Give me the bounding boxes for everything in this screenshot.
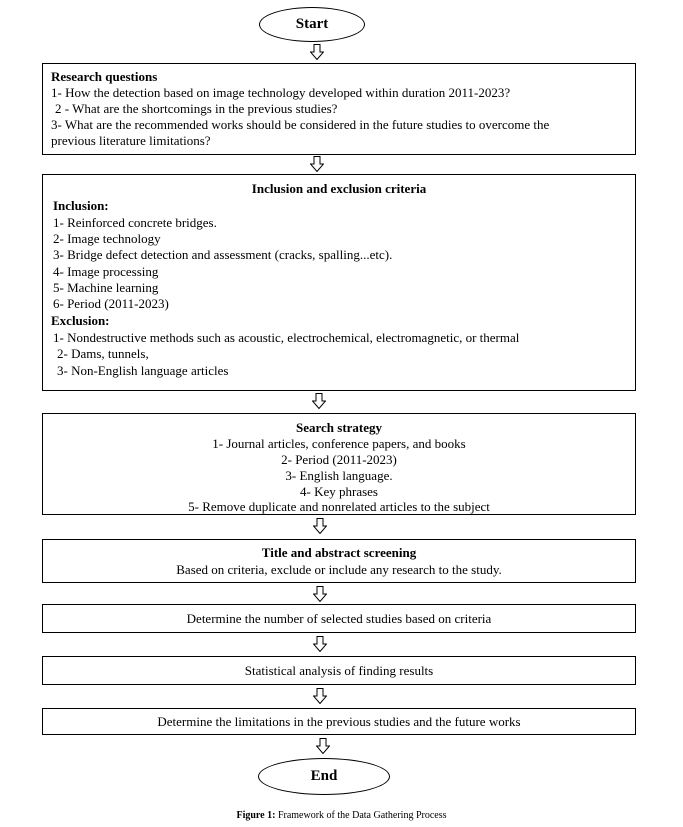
inclusion-item: 5- Machine learning [53, 280, 159, 295]
inclusion-exclusion-box [42, 174, 636, 391]
search-strategy-item: 4- Key phrases [300, 484, 378, 499]
search-strategy-item: 2- Period (2011-2023) [281, 452, 397, 467]
flow-arrow [310, 156, 324, 172]
research-question-3: 3- What are the recommended works should be considered in the future studies to overcome the [51, 117, 550, 132]
inclusion-item: 4- Image processing [53, 264, 159, 279]
determine-number-box [42, 604, 636, 633]
end-terminal [258, 758, 390, 795]
research-question-3-continued: previous literature limitations? [51, 133, 211, 148]
research-question-2: 2 - What are the shortcomings in the previous studies? [55, 101, 338, 116]
exclusion-item: 3- Non-English language articles [57, 363, 229, 378]
limitations-box [42, 708, 636, 735]
flow-arrow [313, 518, 327, 534]
inclusion-item: 6- Period (2011-2023) [53, 296, 169, 311]
flow-arrow [316, 738, 330, 754]
statistical-analysis-box [42, 656, 636, 685]
exclusion-item: 2- Dams, tunnels, [57, 346, 149, 361]
flow-arrow [313, 586, 327, 602]
flow-arrow [310, 44, 324, 60]
figure-caption [0, 810, 683, 822]
inclusion-item: 3- Bridge defect detection and assessment (cracks, spalling...etc). [53, 247, 393, 262]
research-question-1: 1- How the detection based on image technology developed within duration 2011-2023? [51, 85, 511, 100]
inclusion-item: 1- Reinforced concrete bridges. [53, 215, 217, 230]
search-strategy-item: 3- English language. [285, 468, 393, 483]
search-strategy-title: Search strategy [295, 420, 383, 435]
research-questions-box [42, 63, 636, 155]
search-strategy-box [42, 413, 636, 515]
limitations-text: Determine the limitations in the previous studies and the future works [157, 714, 521, 729]
exclusion-item: 1- Nondestructive methods such as acoustic, electrochemical, electromagnetic, or thermal [53, 330, 520, 345]
flow-arrow [313, 636, 327, 652]
flow-arrow [313, 688, 327, 704]
figure-caption-text: Framework of the Data Gathering Process [275, 810, 447, 821]
search-strategy-item: 1- Journal articles, conference papers, and books [212, 436, 466, 451]
screening-title: Title and abstract screening [261, 545, 417, 560]
search-strategy-item: 5- Remove duplicate and nonrelated articles to the subject [188, 499, 490, 514]
inclusion-item: 2- Image technology [53, 231, 161, 246]
start-label: Start [295, 16, 329, 32]
determine-number-text: Determine the number of selected studies based on criteria [186, 611, 492, 626]
figure-caption-label: Figure 1: [236, 810, 276, 821]
screening-text: Based on criteria, exclude or include any research to the study. [176, 562, 502, 577]
screening-box [42, 539, 636, 583]
exclusion-title: Exclusion: [51, 313, 110, 328]
research-questions-title: Research questions [51, 69, 158, 84]
inclusion-title: Inclusion: [53, 198, 109, 213]
statistical-analysis-text: Statistical analysis of finding results [244, 663, 434, 678]
end-label: End [310, 768, 338, 784]
start-terminal [259, 7, 365, 42]
criteria-title: Inclusion and exclusion criteria [251, 181, 427, 196]
flow-arrow [312, 393, 326, 409]
